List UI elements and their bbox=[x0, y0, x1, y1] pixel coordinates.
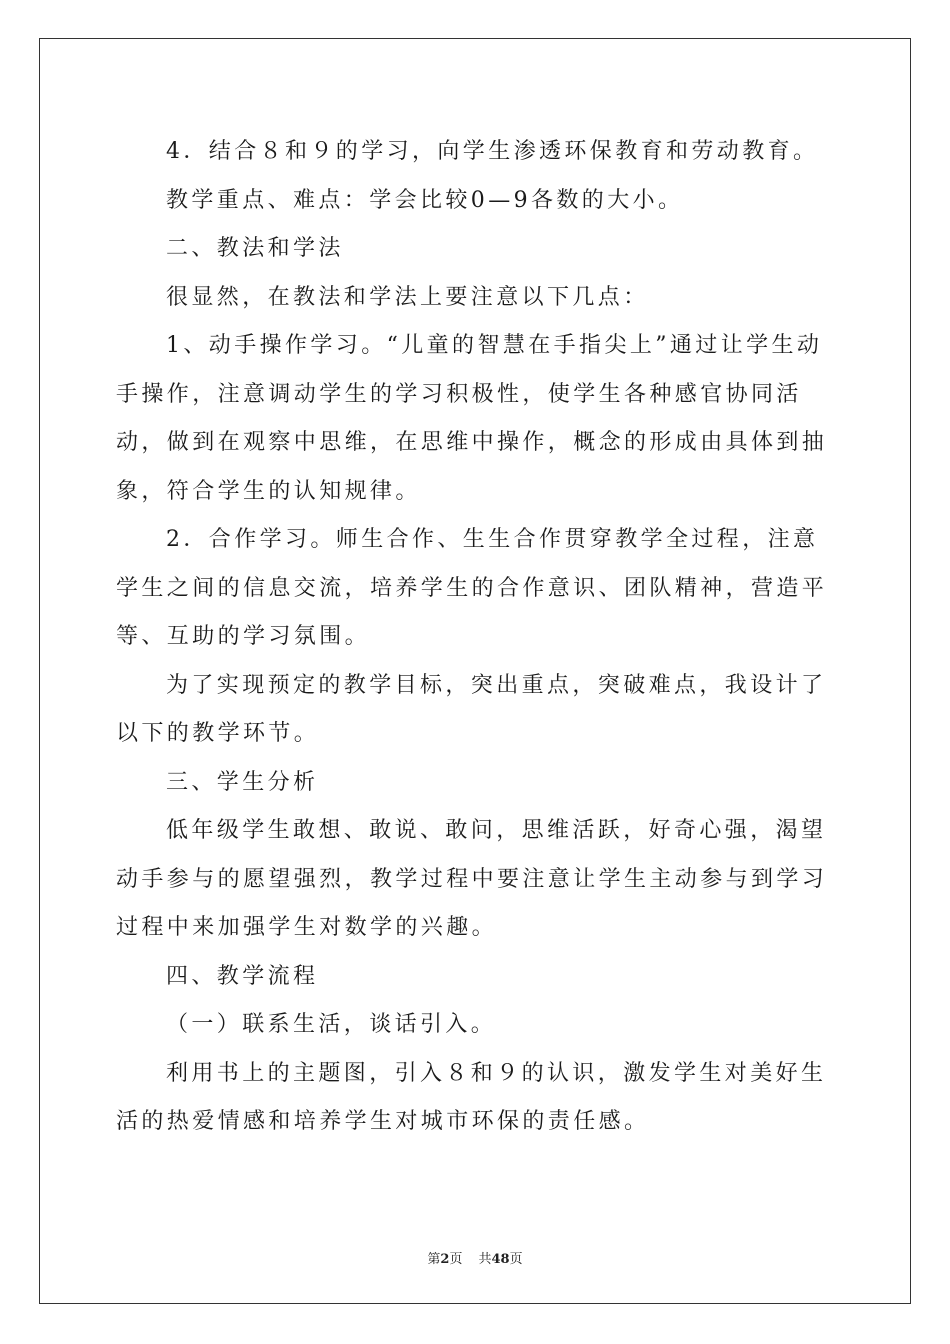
heading-teaching-flow: 四、教学流程 bbox=[166, 963, 319, 989]
paragraph-design: 为了实现预定的教学目标，突出重点，突破难点，我设计了以下的教学环节。 bbox=[116, 672, 827, 746]
footer-page-suffix: 页 bbox=[449, 1252, 463, 1267]
paragraph-hands-on: 1、动手操作学习。“儿童的智慧在手指尖上”通过让学生动手操作，注意调动学生的学习积极性，使学生各种感官协同活动，做到在观察中思维，在思维中操作，概念的形成由具体到抽象，符合学生的认知规律。 bbox=[116, 333, 828, 504]
paragraph-cooperation: 2．合作学习。师生合作、生生合作贯穿教学全过程，注意学生之间的信息交流，培养学生的合作意识、团队精神，营造平等、互助的学习氛围。 bbox=[116, 527, 828, 649]
footer-total-prefix: 共 bbox=[478, 1252, 492, 1267]
footer-total-suffix: 页 bbox=[509, 1252, 523, 1267]
paragraph-student-analysis: 低年级学生敢想、敢说、敢问，思维活跃，好奇心强，渴望动手参与的愿望强烈，教学过程中要注意让学生主动参与到学习过程中来加强学生对数学的兴趣。 bbox=[116, 818, 828, 940]
document-body bbox=[116, 128, 836, 1147]
paragraph-goal-4: 4．结合８和９的学习，向学生渗透环保教育和劳动教育。 bbox=[166, 139, 819, 164]
heading-flow-step-1: （一）联系生活，谈话引入。 bbox=[166, 1012, 497, 1037]
paragraph-methods-intro: 很显然，在教法和学法上要注意以下几点： bbox=[166, 284, 649, 310]
footer-page-prefix: 第 bbox=[427, 1252, 441, 1267]
paragraph-flow-step-1: 利用书上的主题图，引入８和９的认识，激发学生对美好生活的热爱情感和培养学生对城市环保的责任感。 bbox=[116, 1060, 827, 1134]
page-footer bbox=[0, 1248, 950, 1267]
footer-total-pages: 48 bbox=[491, 1252, 510, 1267]
heading-student-analysis: 三、学生分析 bbox=[166, 769, 319, 795]
heading-methods: 二、教法和学法 bbox=[166, 236, 344, 261]
footer-page-number: 2 bbox=[440, 1252, 450, 1267]
paragraph-key-points: 教学重点、难点：学会比较0—9各数的大小。 bbox=[166, 187, 684, 213]
